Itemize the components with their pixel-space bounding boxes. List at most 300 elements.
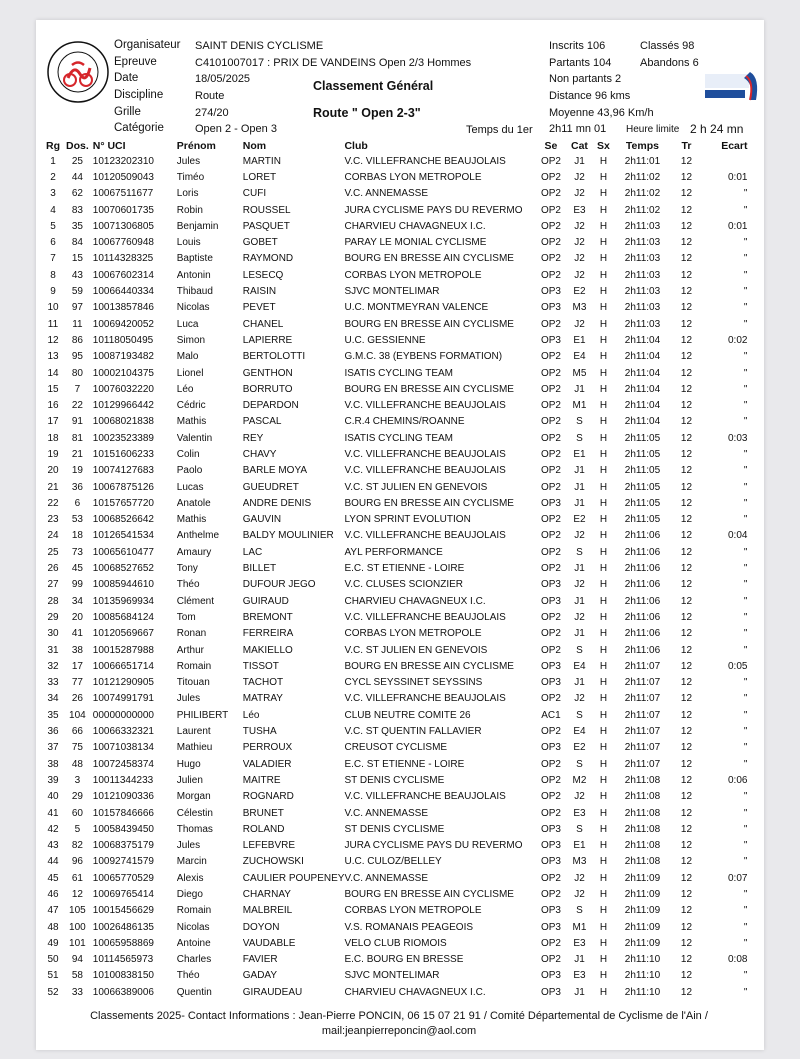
cell-rank: 24 <box>47 530 59 542</box>
cell-dossard: 100 <box>69 921 86 933</box>
cell-last-name: CHARNAY <box>242 889 291 900</box>
cell-club: ST DENIS CYCLISME <box>344 774 445 786</box>
table-row <box>40 675 749 691</box>
cell-laps: 12 <box>680 872 693 884</box>
cell-time: 2h11:07 <box>624 693 661 705</box>
cell-club: V.C. ST JULIEN EN GENEVOIS <box>344 481 488 493</box>
cell-gap: " <box>743 269 748 281</box>
cell-gap: " <box>743 726 748 738</box>
cell-dossard: 19 <box>71 465 83 477</box>
cell-first-name: Paolo <box>176 465 203 477</box>
cell-uci-id: 10065770529 <box>92 872 154 884</box>
cell-rank: 13 <box>47 351 59 363</box>
cell-gap: 0:06 <box>728 774 748 786</box>
cell-sex: H <box>599 807 608 819</box>
cell-laps: 12 <box>680 644 693 656</box>
cell-series: OP2 <box>540 171 561 183</box>
cell-gap: 0:03 <box>728 432 748 444</box>
cell-club: VELO CLUB RIOMOIS <box>344 937 447 949</box>
cell-last-name: MAKIELLO <box>242 644 293 656</box>
cell-time: 2h11:04 <box>624 400 661 412</box>
cell-laps: 12 <box>680 204 693 216</box>
cell-club: JURA CYCLISME PAYS DU REVERMO <box>344 204 523 216</box>
cell-time: 2h11:05 <box>624 448 661 460</box>
col-tr: Tr <box>681 139 692 152</box>
cell-dossard: 59 <box>71 286 83 298</box>
table-row <box>40 789 749 805</box>
cell-club: E.C. BOURG EN BRESSE <box>344 954 464 966</box>
cell-dossard: 15 <box>71 253 83 265</box>
cell-first-name: PHILIBERT <box>176 709 229 721</box>
cell-club: CORBAS LYON METROPOLE <box>344 628 482 640</box>
col-club: Club <box>344 139 368 152</box>
cell-series: OP2 <box>540 204 561 216</box>
cell-first-name: Amaury <box>176 546 212 558</box>
table-row <box>40 593 749 609</box>
cell-gap: 0:01 <box>728 220 748 232</box>
col-cat: Cat <box>571 139 588 152</box>
cell-laps: 12 <box>680 937 693 949</box>
cell-club: V.C. CLUSES SCIONZIER <box>344 579 464 591</box>
cell-dossard: 5 <box>74 823 81 835</box>
cell-laps: 12 <box>680 954 693 966</box>
cell-club: V.C. VILLEFRANCHE BEAUJOLAIS <box>344 400 506 412</box>
table-row <box>40 919 749 935</box>
cell-first-name: Nicolas <box>176 302 210 314</box>
cell-series: OP2 <box>540 400 561 412</box>
cell-gap: " <box>743 204 748 216</box>
cell-last-name: PASCAL <box>242 416 282 428</box>
cell-dossard: 43 <box>71 269 83 281</box>
cell-series: OP3 <box>540 823 561 835</box>
cell-uci-id: 10126541534 <box>92 530 154 542</box>
cell-time: 2h11:09 <box>624 921 661 933</box>
cell-first-name: Cédric <box>176 400 206 412</box>
cell-laps: 12 <box>680 823 693 835</box>
cell-category: S <box>576 823 583 835</box>
cell-category: J2 <box>574 237 585 249</box>
cell-rank: 48 <box>47 921 59 933</box>
cell-uci-id: 10069420052 <box>92 318 154 330</box>
cell-laps: 12 <box>680 188 693 200</box>
cell-time: 2h11:06 <box>624 563 661 575</box>
cell-uci-id: 10071306805 <box>92 220 154 232</box>
categorie-label: Catégorie <box>114 122 164 134</box>
cell-series: OP2 <box>540 367 561 379</box>
cell-first-name: Célestin <box>176 807 213 819</box>
cell-gap: " <box>743 937 748 949</box>
cell-series: OP2 <box>540 318 561 330</box>
cell-sex: H <box>599 383 608 395</box>
cell-uci-id: 10067875126 <box>92 481 154 493</box>
cell-gap: " <box>743 807 748 819</box>
cell-first-name: Luca <box>176 318 199 330</box>
cell-sex: H <box>599 318 608 330</box>
cell-category: J1 <box>574 677 585 689</box>
cell-gap: " <box>743 383 748 395</box>
cell-rank: 18 <box>47 432 59 444</box>
table-row <box>40 251 749 267</box>
cell-rank: 52 <box>47 986 59 998</box>
cell-club: SJVC MONTELIMAR <box>344 286 440 298</box>
cell-club: ISATIS CYCLING TEAM <box>344 432 454 444</box>
cell-first-name: Jules <box>176 693 201 705</box>
cell-club: BOURG EN BRESSE AIN CYCLISME <box>344 253 514 265</box>
cell-time: 2h11:02 <box>624 188 661 200</box>
cell-sex: H <box>599 840 608 852</box>
cell-rank: 2 <box>50 171 56 183</box>
cell-category: J1 <box>574 563 585 575</box>
table-row <box>40 446 749 462</box>
cell-uci-id: 10151606233 <box>92 448 154 460</box>
cell-club: V.C. VILLEFRANCHE BEAUJOLAIS <box>344 611 506 623</box>
cell-last-name: GAUVIN <box>242 514 282 526</box>
cell-category: E2 <box>573 286 586 298</box>
cell-last-name: FERREIRA <box>242 628 294 640</box>
cell-gap: " <box>743 986 748 998</box>
cell-laps: 12 <box>680 237 693 249</box>
cell-laps: 12 <box>680 579 693 591</box>
cell-uci-id: 10100838150 <box>92 970 154 982</box>
cell-series: OP2 <box>540 432 561 444</box>
cell-first-name: Antoine <box>176 937 211 949</box>
cell-uci-id: 10026486135 <box>92 921 154 933</box>
date-label: Date <box>114 72 139 84</box>
cell-rank: 46 <box>47 889 59 900</box>
cell-rank: 5 <box>50 220 56 232</box>
col-dos: Dos. <box>66 139 89 152</box>
cell-rank: 29 <box>47 611 59 623</box>
cell-gap: " <box>743 791 748 803</box>
cell-laps: 12 <box>680 383 693 395</box>
cell-series: OP3 <box>540 905 561 917</box>
cell-first-name: Mathis <box>176 416 207 428</box>
cell-dossard: 11 <box>72 318 83 330</box>
cell-category: E2 <box>573 742 586 754</box>
cell-dossard: 48 <box>71 758 83 770</box>
table-row <box>40 414 749 430</box>
cell-rank: 10 <box>47 302 59 314</box>
cell-time: 2h11:06 <box>624 546 661 558</box>
cell-last-name: GUIRAUD <box>242 595 289 607</box>
cell-rank: 34 <box>47 693 59 705</box>
cell-uci-id: 10085684124 <box>92 611 154 623</box>
table-row <box>40 626 749 642</box>
cell-rank: 11 <box>47 318 59 330</box>
cell-last-name: TACHOT <box>242 677 284 689</box>
cell-sex: H <box>599 628 608 640</box>
cell-category: J2 <box>574 579 585 591</box>
cell-rank: 35 <box>47 709 59 721</box>
cell-uci-id: 10157846666 <box>92 807 154 819</box>
cell-first-name: Anthelme <box>176 530 220 542</box>
cell-last-name: ROUSSEL <box>242 204 291 216</box>
cell-uci-id: 10118050495 <box>92 334 154 346</box>
cell-rank: 15 <box>47 383 59 395</box>
cell-sex: H <box>599 921 608 933</box>
cell-sex: H <box>599 660 608 672</box>
cell-laps: 12 <box>680 546 693 558</box>
cell-uci-id: 10129966442 <box>92 400 154 412</box>
footer-contact: Classements 2025- Contact Informations : Jean-Pierre PONCIN, 06 15 07 21 91 / Comité Départemental de Cyclisme de l'Ain / <box>90 1010 708 1022</box>
cell-series: OP2 <box>540 188 561 200</box>
cell-laps: 12 <box>680 791 693 803</box>
table-row <box>40 397 749 413</box>
cell-gap: " <box>743 367 748 379</box>
cell-last-name: REY <box>242 432 264 444</box>
cell-first-name: Benjamin <box>176 220 219 232</box>
table-row <box>40 658 749 674</box>
cell-series: OP2 <box>540 726 561 738</box>
cell-uci-id: 10074991791 <box>92 693 154 705</box>
cell-club: V.C. VILLEFRANCHE BEAUJOLAIS <box>344 791 506 803</box>
categorie-value: Open 2 - Open 3 <box>195 123 277 135</box>
cell-category: E4 <box>573 660 586 672</box>
cell-time: 2h11:04 <box>624 351 661 363</box>
cell-uci-id: 10002104375 <box>92 367 154 379</box>
cell-gap: " <box>743 677 748 689</box>
epreuve-label: Epreuve <box>114 56 157 68</box>
table-row <box>40 186 749 202</box>
cell-category: S <box>576 432 583 444</box>
cell-series: OP2 <box>540 253 561 265</box>
cell-dossard: 66 <box>71 726 83 738</box>
cell-dossard: 18 <box>71 530 83 542</box>
cell-category: J2 <box>574 530 585 542</box>
cell-category: J2 <box>574 269 585 281</box>
cell-uci-id: 10013857846 <box>92 302 154 314</box>
cell-first-name: Louis <box>176 237 201 249</box>
cell-last-name: MAITRE <box>242 774 281 786</box>
cell-laps: 12 <box>680 302 693 314</box>
cell-time: 2h11:03 <box>624 253 661 265</box>
cell-first-name: Arthur <box>176 644 204 656</box>
date-value: 18/05/2025 <box>195 73 251 85</box>
cell-series: OP2 <box>540 872 561 884</box>
cell-laps: 12 <box>680 432 693 444</box>
cell-sex: H <box>599 872 608 884</box>
cell-dossard: 41 <box>71 628 83 640</box>
cell-gap: " <box>743 497 748 509</box>
cell-laps: 12 <box>680 889 693 900</box>
cell-club: CHARVIEU CHAVAGNEUX I.C. <box>344 595 486 607</box>
cell-sex: H <box>599 937 608 949</box>
cell-rank: 43 <box>47 840 59 852</box>
cell-uci-id: 10070601735 <box>92 204 154 216</box>
cell-uci-id: 10015456629 <box>92 905 154 917</box>
cell-category: M5 <box>572 367 587 379</box>
cell-time: 2h11:03 <box>624 286 661 298</box>
cell-category: J1 <box>574 383 585 395</box>
table-row <box>40 202 749 218</box>
cell-laps: 12 <box>680 742 693 754</box>
cell-sex: H <box>599 351 608 363</box>
cell-rank: 38 <box>47 758 59 770</box>
cell-sex: H <box>599 367 608 379</box>
cell-gap: " <box>743 514 748 526</box>
cell-series: OP3 <box>540 497 561 509</box>
cell-sex: H <box>599 742 608 754</box>
cell-last-name: BALDY MOULINIER <box>242 530 334 542</box>
cell-last-name: TUSHA <box>242 726 277 738</box>
results-table <box>40 138 749 1000</box>
cell-dossard: 22 <box>71 400 83 412</box>
cell-first-name: Julien <box>176 774 203 786</box>
cell-last-name: LESECQ <box>242 269 284 281</box>
cell-category: J1 <box>574 954 585 966</box>
cell-series: OP2 <box>540 448 561 460</box>
cell-club: U.C. MONTMEYRAN VALENCE <box>344 302 489 314</box>
cell-time: 2h11:05 <box>624 432 661 444</box>
partants: Partants 104 <box>549 57 612 69</box>
cell-laps: 12 <box>680 171 693 183</box>
table-row <box>40 609 749 625</box>
cell-category: M2 <box>572 774 587 786</box>
cell-laps: 12 <box>680 514 693 526</box>
cell-laps: 12 <box>680 481 693 493</box>
cell-first-name: Jules <box>176 155 201 167</box>
cell-dossard: 34 <box>71 595 83 607</box>
cell-rank: 41 <box>47 807 59 819</box>
cell-sex: H <box>599 774 608 786</box>
table-row <box>40 479 749 495</box>
cell-time: 2h11:06 <box>624 628 661 640</box>
cell-sex: H <box>599 269 608 281</box>
cell-last-name: TISSOT <box>242 660 279 672</box>
cell-first-name: Anatole <box>176 497 211 509</box>
cell-dossard: 83 <box>71 204 83 216</box>
cell-first-name: Charles <box>176 954 212 966</box>
cell-sex: H <box>599 677 608 689</box>
cell-first-name: Lionel <box>176 367 204 379</box>
results-header-row <box>40 138 749 153</box>
cell-club: CLUB NEUTRE COMITE 26 <box>344 709 471 721</box>
cell-sex: H <box>599 416 608 428</box>
cell-category: M3 <box>572 856 587 868</box>
cell-time: 2h11:07 <box>624 742 661 754</box>
cell-gap: " <box>743 758 748 770</box>
cell-dossard: 96 <box>71 856 83 868</box>
cell-sex: H <box>599 986 608 998</box>
cell-last-name: MATRAY <box>242 693 283 705</box>
cell-uci-id: 10066651714 <box>92 660 154 672</box>
cell-series: OP2 <box>540 644 561 656</box>
cell-dossard: 3 <box>74 774 81 786</box>
cell-club: CHARVIEU CHAVAGNEUX I.C. <box>344 986 486 998</box>
cell-first-name: Colin <box>176 448 200 460</box>
table-row <box>40 316 749 332</box>
cell-first-name: Antonin <box>176 269 211 281</box>
cell-category: J2 <box>574 318 585 330</box>
cell-club: AYL PERFORMANCE <box>344 546 443 558</box>
cell-time: 2h11:08 <box>624 791 661 803</box>
cell-last-name: CHAVY <box>242 448 277 460</box>
cell-time: 2h11:08 <box>624 856 661 868</box>
cell-last-name: ROGNARD <box>242 791 294 803</box>
table-row <box>40 234 749 250</box>
cell-sex: H <box>599 954 608 966</box>
cell-laps: 12 <box>680 921 693 933</box>
cell-last-name: VALADIER <box>242 758 292 770</box>
cell-last-name: DEPARDON <box>242 400 299 412</box>
cell-laps: 12 <box>680 970 693 982</box>
col-uci: N° UCI <box>92 139 126 152</box>
cell-sex: H <box>599 302 608 314</box>
cell-last-name: MALBREIL <box>242 905 293 917</box>
cell-gap: 0:01 <box>728 171 748 183</box>
cell-series: OP3 <box>540 286 561 298</box>
cell-dossard: 77 <box>71 677 83 689</box>
table-row <box>40 463 749 479</box>
cell-series: OP2 <box>540 237 561 249</box>
cell-first-name: Romain <box>176 905 212 917</box>
cell-series: OP3 <box>540 921 561 933</box>
cell-club: V.C. VILLEFRANCHE BEAUJOLAIS <box>344 465 506 477</box>
cell-rank: 45 <box>47 872 59 884</box>
cell-time: 2h11:10 <box>624 954 661 966</box>
cell-sex: H <box>599 611 608 623</box>
cell-dossard: 101 <box>69 937 86 949</box>
cell-series: OP2 <box>540 693 561 705</box>
cell-gap: 0:08 <box>728 954 748 966</box>
cell-rank: 36 <box>47 726 59 738</box>
cell-rank: 50 <box>47 954 59 966</box>
cell-category: J2 <box>574 791 585 803</box>
organisateur-label: Organisateur <box>114 39 181 51</box>
cell-rank: 6 <box>50 237 56 249</box>
cell-time: 2h11:01 <box>624 155 661 167</box>
table-row <box>40 577 749 593</box>
organisateur-value: SAINT DENIS CYCLISME <box>195 40 324 52</box>
cell-gap <box>701 153 749 169</box>
cell-club: JURA CYCLISME PAYS DU REVERMO <box>344 840 523 852</box>
cell-rank: 12 <box>47 334 59 346</box>
cell-category: J1 <box>574 595 585 607</box>
cell-sex: H <box>599 432 608 444</box>
moyenne: Moyenne 43,96 Km/h <box>549 107 654 119</box>
cell-uci-id: 10135969934 <box>92 595 154 607</box>
cell-uci-id: 10065958869 <box>92 937 154 949</box>
cell-rank: 22 <box>47 497 59 509</box>
cell-category: E1 <box>573 334 586 346</box>
cell-category: J2 <box>574 220 585 232</box>
cell-gap: " <box>743 546 748 558</box>
cell-laps: 12 <box>680 726 693 738</box>
cell-series: OP3 <box>540 840 561 852</box>
cell-dossard: 20 <box>71 611 83 623</box>
cell-gap: 0:04 <box>728 530 748 542</box>
cell-laps: 12 <box>680 709 693 721</box>
cell-dossard: 97 <box>71 302 83 314</box>
cell-last-name: CAULIER POUPENEY <box>242 872 345 884</box>
cell-sex: H <box>599 595 608 607</box>
cell-club: V.C. VILLEFRANCHE BEAUJOLAIS <box>344 155 506 167</box>
cell-time: 2h11:04 <box>624 334 661 346</box>
cell-club: G.M.C. 38 (EYBENS FORMATION) <box>344 351 503 363</box>
cell-category: J1 <box>574 465 585 477</box>
cell-last-name: ROLAND <box>242 823 285 835</box>
cell-time: 2h11:05 <box>624 481 661 493</box>
table-row <box>40 512 749 528</box>
cell-gap: 0:02 <box>728 334 748 346</box>
cell-sex: H <box>599 905 608 917</box>
cell-time: 2h11:03 <box>624 269 661 281</box>
cell-last-name: CHANEL <box>242 318 284 330</box>
cell-dossard: 86 <box>71 334 83 346</box>
cell-series: OP3 <box>540 856 561 868</box>
cell-first-name: Alexis <box>176 872 204 884</box>
cell-laps: 12 <box>680 840 693 852</box>
